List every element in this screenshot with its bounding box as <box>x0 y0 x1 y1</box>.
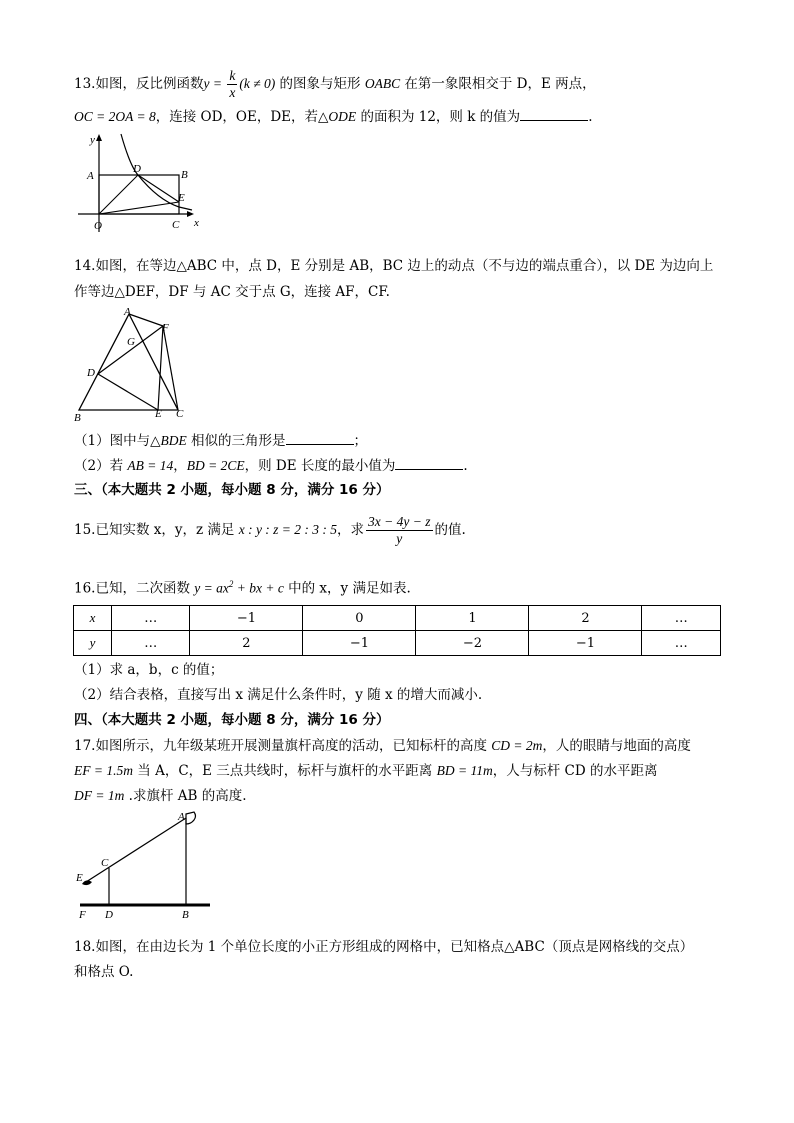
q14-label-A: A <box>124 306 131 318</box>
table-cell: −1 <box>190 606 303 631</box>
q14-label-C: C <box>176 408 184 420</box>
q14-line-1: 14.如图，在等边△ABC 中，点 D，E 分别是 AB，BC 边上的动点（不与边的端点重合），以 DE 为边向上 <box>74 258 714 274</box>
q17-label-C: C <box>101 857 109 869</box>
q13-text-end: . <box>588 109 593 125</box>
q14-segment-cf <box>163 326 178 410</box>
q13-x-arrow <box>187 211 194 217</box>
q13-rect: OABC <box>364 76 401 91</box>
q14-line-2: 作等边△DEF，DF 与 AC 交于点 G，连接 AF，CF. <box>74 284 390 300</box>
q14-part1-end: ； <box>353 433 368 449</box>
q13-frac-num: k <box>229 68 236 83</box>
q14-label-E: E <box>155 408 162 420</box>
q17-text-a: 17.如图所示，九年级某班开展测量旗杆高度的活动，已知标杆的高度 <box>74 738 492 754</box>
table-cell: 0 <box>303 606 416 631</box>
q13-condition: (k ≠ 0) <box>239 76 276 91</box>
q13-tri: ODE <box>328 109 357 124</box>
table-row <box>74 606 721 631</box>
q17-text-b: ，人的眼睛与地面的高度 <box>542 738 691 754</box>
table-row <box>74 631 721 656</box>
q14-part1-a: （1）图中与△ <box>74 433 161 449</box>
q14-label-F: F <box>162 322 169 334</box>
q13-label-E: E <box>178 192 185 204</box>
q13-y-arrow <box>96 134 102 141</box>
q14-part2-a: （2）若 <box>74 458 128 474</box>
q17-line-3 <box>74 786 247 806</box>
q17-eq-cd: CD = 2m <box>491 738 543 753</box>
q13-label-D: D <box>133 163 141 175</box>
q13-text-d: ，连接 OD，OE，DE，若△ <box>155 109 329 125</box>
q15-line <box>74 513 466 547</box>
q14-part-1 <box>74 430 367 451</box>
table-cell: y <box>74 631 112 656</box>
q14-part2-eq1: AB = 14 <box>127 458 174 473</box>
q13-answer-blank <box>520 106 588 121</box>
q17-text-c: 当 A，C，E 三点共线时，标杆与旗杆的水平距离 <box>132 763 437 779</box>
q14-part-2 <box>74 455 468 476</box>
table-cell: −1 <box>529 631 642 656</box>
q14-answer-blank-2 <box>395 455 463 470</box>
table-cell: … <box>111 606 189 631</box>
q14-part2-b: ， <box>173 458 187 474</box>
table-cell: x <box>74 606 112 631</box>
q13-label-A: A <box>87 170 94 182</box>
q14-answer-blank-1 <box>286 430 354 445</box>
q13-text-c: 在第一象限相交于 D，E 两点， <box>400 76 596 92</box>
q16-eq-b: + bx + c <box>233 580 284 596</box>
q17-eye-icon <box>82 880 92 885</box>
q13-label-C: C <box>172 219 180 231</box>
q17-figure <box>74 810 214 930</box>
q13-figure <box>74 130 204 235</box>
q13-text-a: 13.如图，反比例函数 <box>74 76 204 92</box>
q13-label-y: y <box>90 134 95 146</box>
q18-line-1: 18.如图，在由边长为 1 个单位长度的小正方形组成的网格中，已知格点△ABC（顶点是网格线的交点） <box>74 939 694 955</box>
q17-eq-ef: EF = 1.5m <box>74 763 133 778</box>
q16-text-b: 中的 x，y 满足如表. <box>283 580 411 597</box>
q16-part-1: （1）求 a，b，c 的值； <box>74 662 224 678</box>
q13-segment-oe <box>99 202 179 214</box>
q15-ratio: x : y : z = 2 : 3 : 5 <box>238 522 338 537</box>
q17-eq-bd: BD = 11m <box>436 763 493 778</box>
q17-label-E: E <box>76 872 83 884</box>
q14-part2-eq2: BD = 2CE <box>186 458 245 473</box>
q15-text-a: 15.已知实数 x，y，z 满足 <box>74 522 239 538</box>
q16-eq-exp: 2 <box>228 579 234 589</box>
q17-label-B: B <box>182 909 189 921</box>
table-cell: … <box>642 631 721 656</box>
q13-segment-de <box>138 175 179 202</box>
q15-text-b: ，求 <box>337 522 365 538</box>
q14-label-B: B <box>74 412 81 424</box>
q16-text-a: 16.已知，二次函数 <box>74 580 195 597</box>
q13-oc-eq: OC = 2OA = 8 <box>74 109 156 124</box>
q17-label-F: F <box>79 909 86 921</box>
q18-line-2: 和格点 O. <box>74 964 134 980</box>
q17-eq-df: DF = 1m <box>74 788 125 803</box>
table-cell: … <box>111 631 189 656</box>
q13-segment-od <box>99 175 138 214</box>
q17-line-2 <box>74 761 657 781</box>
q13-fraction <box>227 68 237 101</box>
q14-part2-end: . <box>463 458 468 474</box>
q13-text-b: 的图象与矩形 <box>275 76 365 92</box>
q15-frac-num: 3x − 4y − z <box>368 514 431 529</box>
table-cell: … <box>642 606 721 631</box>
section-4-heading: 四、（本大题共 2 小题，每小题 8 分，满分 16 分） <box>74 712 390 728</box>
q13-label-x: x <box>194 217 199 229</box>
q15-fraction <box>366 514 432 547</box>
q13-line-1 <box>74 68 596 101</box>
q16-line <box>74 574 411 599</box>
q13-equation: y = <box>203 76 226 91</box>
q16-value-table <box>73 605 721 656</box>
q15-frac-den: y <box>396 531 403 546</box>
q17-line-1 <box>74 736 691 756</box>
q16-part-2: （2）结合表格，直接写出 x 满足什么条件时，y 随 x 的增大而减小. <box>74 687 483 703</box>
q14-label-G: G <box>127 336 135 348</box>
q13-label-O: O <box>94 220 102 232</box>
q14-part1-tri: BDE <box>160 433 187 448</box>
q15-text-c: 的值. <box>434 522 466 538</box>
q14-label-D: D <box>87 367 95 379</box>
q14-figure <box>72 304 197 424</box>
q17-flag-icon <box>186 812 196 824</box>
q17-text-e: .求旗杆 AB 的高度. <box>124 788 247 804</box>
q17-label-D: D <box>105 909 113 921</box>
q13-line-2 <box>74 106 592 127</box>
table-cell: −1 <box>303 631 416 656</box>
q16-eq-a: y = ax <box>194 580 229 596</box>
q17-label-A: A <box>178 811 185 823</box>
q14-part2-c: ，则 DE 长度的最小值为 <box>244 458 396 474</box>
section-3-heading: 三、（本大题共 2 小题，每小题 8 分，满分 16 分） <box>74 482 390 498</box>
q17-sight-line <box>86 818 186 882</box>
q13-label-B: B <box>181 169 188 181</box>
table-cell: 2 <box>529 606 642 631</box>
table-cell: 1 <box>416 606 529 631</box>
table-cell: 2 <box>190 631 303 656</box>
table-cell: −2 <box>416 631 529 656</box>
q13-frac-den: x <box>229 85 236 100</box>
q14-part1-b: 相似的三角形是 <box>186 433 286 449</box>
q17-text-d: ，人与标杆 CD 的水平距离 <box>492 763 658 779</box>
q13-text-e: 的面积为 12，则 k 的值为 <box>356 109 521 125</box>
